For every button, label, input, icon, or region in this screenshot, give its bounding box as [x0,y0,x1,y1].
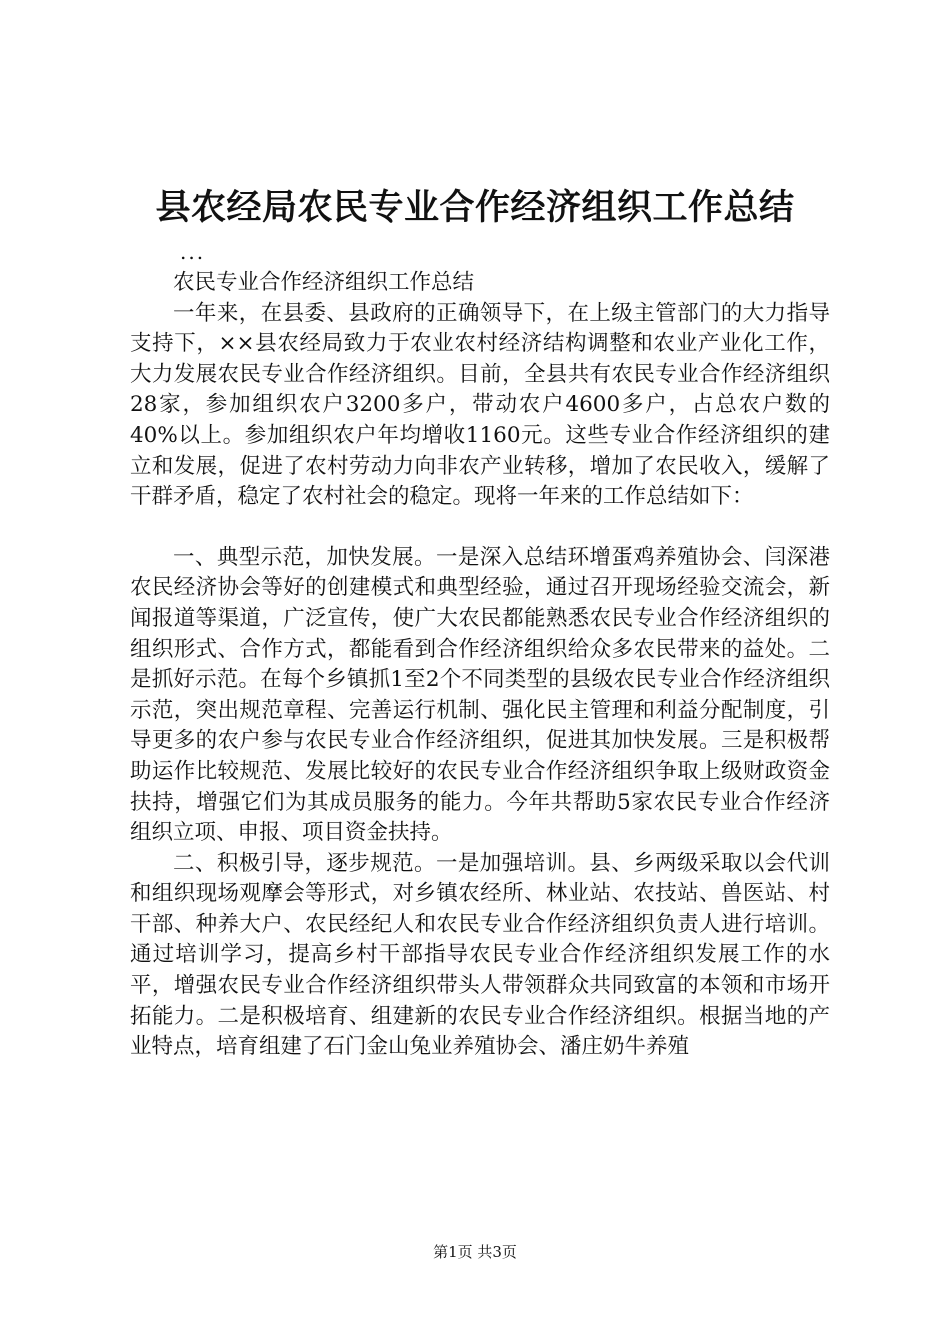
ellipsis-marker: ... [180,240,206,264]
subtitle-paragraph: 农民专业合作经济组织工作总结 [173,270,475,295]
section-one-paragraph: 一、典型示范，加快发展。一是深入总结环增蛋鸡养殖协会、闫深港农民经济协会等好的创建模式和典型经验，通过召开现场经验交流会，新闻报道等渠道，广泛宣传，使广大农民都能熟悉农民专业合作经济组织的组织形式、合作方式，都能看到合作经济组织给众多农民带来的益处。二是抓好示范。在每个乡镇抓1至2个不同类型的县级农民专业合作经济组织示范，突出规范章程、完善运行机制、强化民主管理和利益分配制度，引导更多的农户参与农民专业合作经济组织，促进其加快发展。三是积极帮助运作比较规范、发展比较好的农民专业合作经济组织争取上级财政资金扶持，增强它们为其成员服务的能力。今年共帮助5家农民专业合作经济组织立项、申报、项目资金扶持。 [130,544,830,846]
section-two-paragraph: 二、积极引导，逐步规范。一是加强培训。县、乡两级采取以会代训和组织现场观摩会等形式，对乡镇农经所、林业站、农技站、兽医站、村干部、种养大户、农民经纪人和农民专业合作经济组织负责人进行培训。通过培训学习，提高乡村干部指导农民专业合作经济组织发展工作的水平，增强农民专业合作经济组织带头人带领群众共同致富的本领和市场开拓能力。二是积极培育、组建新的农民专业合作经济组织。根据当地的产业特点，培育组建了石门金山兔业养殖协会、潘庄奶牛养殖 [130,850,830,1060]
intro-paragraph: 一年来，在县委、县政府的正确领导下，在上级主管部门的大力指导支持下，××县农经局致力于农业农村经济结构调整和农业产业化工作，大力发展农民专业合作经济组织。目前，全县共有农民专业合作经济组织28家，参加组织农户3200多户，带动农户4600多户，占总农户数的40%以上。参加组织农户年均增收1160元。这些专业合作经济组织的建立和发展，促进了农村劳动力向非农产业转移，增加了农民收入，缓解了干群矛盾，稳定了农村社会的稳定。现将一年来的工作总结如下： [130,300,830,510]
page-footer: 第1页 共3页 [433,1243,517,1261]
document-title: 县农经局农民专业合作经济组织工作总结 [155,188,795,228]
document-body [130,268,830,1063]
